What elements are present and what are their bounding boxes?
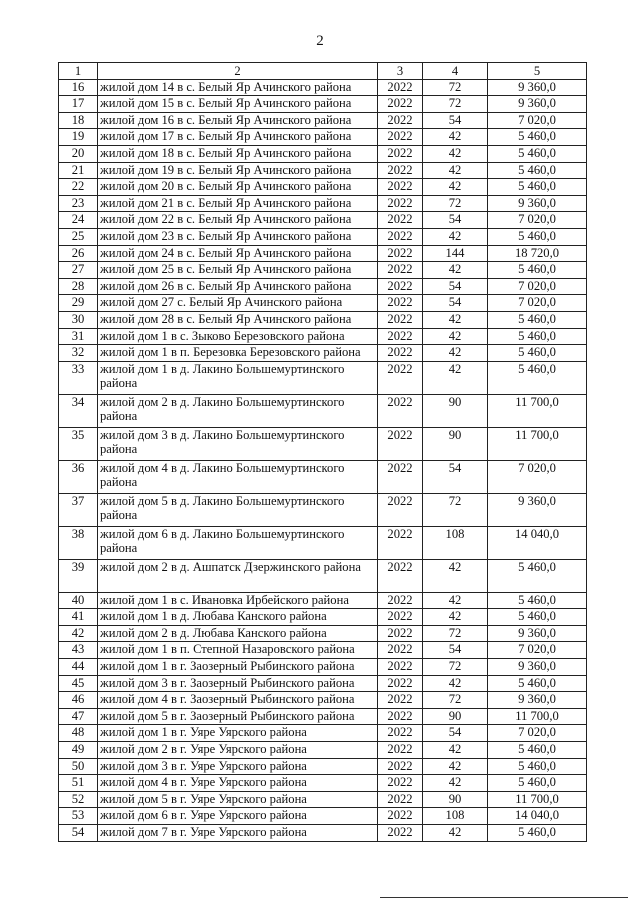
- row-cost: 9 360,0: [488, 692, 587, 709]
- row-number: 37: [59, 493, 98, 526]
- row-year: 2022: [378, 708, 423, 725]
- row-cost: 5 460,0: [488, 179, 587, 196]
- row-year: 2022: [378, 775, 423, 792]
- row-cost: 14 040,0: [488, 526, 587, 559]
- row-cost: 11 700,0: [488, 394, 587, 427]
- row-cost: 5 460,0: [488, 162, 587, 179]
- row-number: 38: [59, 526, 98, 559]
- row-year: 2022: [378, 808, 423, 825]
- row-cost: 9 360,0: [488, 96, 587, 113]
- table-row: [59, 245, 587, 262]
- row-year: 2022: [378, 129, 423, 146]
- row-year: 2022: [378, 791, 423, 808]
- row-area: 42: [423, 162, 488, 179]
- row-year: 2022: [378, 559, 423, 592]
- row-area: 72: [423, 692, 488, 709]
- row-area: 54: [423, 278, 488, 295]
- row-number: 46: [59, 692, 98, 709]
- row-number: 36: [59, 460, 98, 493]
- row-number: 50: [59, 758, 98, 775]
- table-row: [59, 228, 587, 245]
- row-object-name: жилой дом 14 в с. Белый Яр Ачинского района: [98, 79, 378, 96]
- table-row: [59, 278, 587, 295]
- row-area: 42: [423, 758, 488, 775]
- row-area: 108: [423, 808, 488, 825]
- row-cost: 5 460,0: [488, 129, 587, 146]
- row-cost: 9 360,0: [488, 195, 587, 212]
- row-year: 2022: [378, 592, 423, 609]
- row-cost: 5 460,0: [488, 675, 587, 692]
- row-object-name: жилой дом 4 в д. Лакино Большемуртинского района: [98, 460, 378, 493]
- row-number: 41: [59, 609, 98, 626]
- row-number: 26: [59, 245, 98, 262]
- row-area: 42: [423, 361, 488, 394]
- row-number: 25: [59, 228, 98, 245]
- row-object-name: жилой дом 2 в д. Ашпатск Дзержинского района: [98, 559, 378, 592]
- row-object-name: жилой дом 2 в д. Лакино Большемуртинского района: [98, 394, 378, 427]
- row-number: 40: [59, 592, 98, 609]
- row-year: 2022: [378, 96, 423, 113]
- row-year: 2022: [378, 228, 423, 245]
- row-number: 23: [59, 195, 98, 212]
- row-object-name: жилой дом 1 в с. Ивановка Ирбейского района: [98, 592, 378, 609]
- row-object-name: жилой дом 24 в с. Белый Яр Ачинского района: [98, 245, 378, 262]
- row-area: 108: [423, 526, 488, 559]
- row-object-name: жилой дом 1 в д. Любава Канского района: [98, 609, 378, 626]
- row-cost: 7 020,0: [488, 278, 587, 295]
- row-cost: 7 020,0: [488, 112, 587, 129]
- table-row: [59, 592, 587, 609]
- row-number: 49: [59, 742, 98, 759]
- row-number: 29: [59, 295, 98, 312]
- row-cost: 5 460,0: [488, 825, 587, 842]
- row-area: 42: [423, 129, 488, 146]
- row-cost: 5 460,0: [488, 559, 587, 592]
- table-row: [59, 311, 587, 328]
- row-object-name: жилой дом 5 в г. Уяре Уярского района: [98, 791, 378, 808]
- row-cost: 5 460,0: [488, 742, 587, 759]
- row-number: 34: [59, 394, 98, 427]
- row-object-name: жилой дом 1 в с. Зыково Березовского района: [98, 328, 378, 345]
- row-number: 47: [59, 708, 98, 725]
- table-row: [59, 179, 587, 196]
- row-number: 19: [59, 129, 98, 146]
- row-area: 42: [423, 592, 488, 609]
- row-area: 54: [423, 295, 488, 312]
- table-row: [59, 96, 587, 113]
- row-object-name: жилой дом 2 в г. Уяре Уярского района: [98, 742, 378, 759]
- row-number: 31: [59, 328, 98, 345]
- row-object-name: жилой дом 23 в с. Белый Яр Ачинского района: [98, 228, 378, 245]
- row-year: 2022: [378, 725, 423, 742]
- row-area: 42: [423, 609, 488, 626]
- table-row: [59, 460, 587, 493]
- row-object-name: жилой дом 6 в д. Лакино Большемуртинского района: [98, 526, 378, 559]
- table-row: [59, 493, 587, 526]
- table-row: [59, 808, 587, 825]
- row-cost: 5 460,0: [488, 592, 587, 609]
- row-year: 2022: [378, 278, 423, 295]
- row-area: 90: [423, 427, 488, 460]
- row-number: 43: [59, 642, 98, 659]
- row-number: 54: [59, 825, 98, 842]
- housing-table: [58, 62, 587, 842]
- table-row: [59, 742, 587, 759]
- table-row: [59, 675, 587, 692]
- row-cost: 9 360,0: [488, 79, 587, 96]
- row-number: 48: [59, 725, 98, 742]
- row-year: 2022: [378, 460, 423, 493]
- row-area: 42: [423, 742, 488, 759]
- row-number: 16: [59, 79, 98, 96]
- row-area: 42: [423, 328, 488, 345]
- row-object-name: жилой дом 27 с. Белый Яр Ачинского района: [98, 295, 378, 312]
- row-area: 144: [423, 245, 488, 262]
- row-year: 2022: [378, 212, 423, 229]
- row-area: 90: [423, 394, 488, 427]
- table-row: [59, 825, 587, 842]
- row-cost: 11 700,0: [488, 708, 587, 725]
- table-row: [59, 775, 587, 792]
- page-number: 2: [316, 33, 324, 49]
- row-cost: 5 460,0: [488, 361, 587, 394]
- table-row: [59, 195, 587, 212]
- row-area: 90: [423, 791, 488, 808]
- row-area: 72: [423, 625, 488, 642]
- row-year: 2022: [378, 162, 423, 179]
- row-object-name: жилой дом 17 в с. Белый Яр Ачинского района: [98, 129, 378, 146]
- row-cost: 5 460,0: [488, 262, 587, 279]
- row-year: 2022: [378, 145, 423, 162]
- row-area: 72: [423, 659, 488, 676]
- row-cost: 7 020,0: [488, 212, 587, 229]
- table-row: [59, 526, 587, 559]
- row-area: 42: [423, 311, 488, 328]
- row-cost: 7 020,0: [488, 460, 587, 493]
- table-row: [59, 427, 587, 460]
- row-area: 42: [423, 262, 488, 279]
- row-object-name: жилой дом 18 в с. Белый Яр Ачинского района: [98, 145, 378, 162]
- row-cost: 9 360,0: [488, 493, 587, 526]
- row-cost: 7 020,0: [488, 295, 587, 312]
- table-row: [59, 559, 587, 592]
- row-cost: 5 460,0: [488, 609, 587, 626]
- row-cost: 11 700,0: [488, 791, 587, 808]
- row-number: 27: [59, 262, 98, 279]
- table-row: [59, 212, 587, 229]
- row-area: 90: [423, 708, 488, 725]
- table-row: [59, 642, 587, 659]
- row-number: 32: [59, 345, 98, 362]
- row-object-name: жилой дом 15 в с. Белый Яр Ачинского района: [98, 96, 378, 113]
- row-year: 2022: [378, 427, 423, 460]
- table-row: [59, 625, 587, 642]
- row-year: 2022: [378, 262, 423, 279]
- row-object-name: жилой дом 25 в с. Белый Яр Ачинского района: [98, 262, 378, 279]
- row-object-name: жилой дом 4 в г. Уяре Уярского района: [98, 775, 378, 792]
- table-row: [59, 145, 587, 162]
- row-object-name: жилой дом 3 в д. Лакино Большемуртинского района: [98, 427, 378, 460]
- row-year: 2022: [378, 345, 423, 362]
- row-number: 18: [59, 112, 98, 129]
- row-number: 51: [59, 775, 98, 792]
- table-header-row: [59, 63, 587, 80]
- row-year: 2022: [378, 112, 423, 129]
- header-col-1: 1: [59, 63, 98, 80]
- header-col-3: 3: [378, 63, 423, 80]
- table-row: [59, 262, 587, 279]
- row-object-name: жилой дом 26 в с. Белый Яр Ачинского района: [98, 278, 378, 295]
- row-year: 2022: [378, 245, 423, 262]
- row-year: 2022: [378, 692, 423, 709]
- row-year: 2022: [378, 758, 423, 775]
- row-cost: 5 460,0: [488, 775, 587, 792]
- row-area: 42: [423, 345, 488, 362]
- header-col-4: 4: [423, 63, 488, 80]
- table-row: [59, 791, 587, 808]
- table-row: [59, 79, 587, 96]
- row-object-name: жилой дом 1 в п. Степной Назаровского района: [98, 642, 378, 659]
- row-area: 54: [423, 212, 488, 229]
- row-cost: 9 360,0: [488, 659, 587, 676]
- row-object-name: жилой дом 5 в г. Заозерный Рыбинского района: [98, 708, 378, 725]
- row-cost: 5 460,0: [488, 328, 587, 345]
- table-row: [59, 609, 587, 626]
- row-number: 42: [59, 625, 98, 642]
- header-col-2: 2: [98, 63, 378, 80]
- row-number: 21: [59, 162, 98, 179]
- row-number: 45: [59, 675, 98, 692]
- row-object-name: жилой дом 4 в г. Заозерный Рыбинского района: [98, 692, 378, 709]
- row-number: 28: [59, 278, 98, 295]
- table-row: [59, 129, 587, 146]
- table-row: [59, 328, 587, 345]
- row-year: 2022: [378, 825, 423, 842]
- footer-line: [380, 897, 628, 898]
- row-cost: 5 460,0: [488, 228, 587, 245]
- row-area: 54: [423, 642, 488, 659]
- table-row: [59, 345, 587, 362]
- row-cost: 5 460,0: [488, 311, 587, 328]
- row-object-name: жилой дом 1 в г. Уяре Уярского района: [98, 725, 378, 742]
- row-area: 42: [423, 179, 488, 196]
- row-year: 2022: [378, 328, 423, 345]
- row-object-name: жилой дом 5 в д. Лакино Большемуртинского района: [98, 493, 378, 526]
- row-object-name: жилой дом 20 в с. Белый Яр Ачинского района: [98, 179, 378, 196]
- row-year: 2022: [378, 742, 423, 759]
- row-object-name: жилой дом 19 в с. Белый Яр Ачинского района: [98, 162, 378, 179]
- table-row: [59, 361, 587, 394]
- row-cost: 5 460,0: [488, 758, 587, 775]
- row-object-name: жилой дом 21 в с. Белый Яр Ачинского района: [98, 195, 378, 212]
- row-area: 42: [423, 825, 488, 842]
- row-area: 72: [423, 79, 488, 96]
- row-year: 2022: [378, 295, 423, 312]
- row-number: 44: [59, 659, 98, 676]
- row-cost: 7 020,0: [488, 725, 587, 742]
- row-number: 35: [59, 427, 98, 460]
- row-object-name: жилой дом 2 в д. Любава Канского района: [98, 625, 378, 642]
- row-object-name: жилой дом 3 в г. Заозерный Рыбинского района: [98, 675, 378, 692]
- row-area: 42: [423, 145, 488, 162]
- row-area: 54: [423, 460, 488, 493]
- header-col-5: 5: [488, 63, 587, 80]
- row-number: 39: [59, 559, 98, 592]
- row-year: 2022: [378, 79, 423, 96]
- row-year: 2022: [378, 361, 423, 394]
- row-year: 2022: [378, 179, 423, 196]
- row-object-name: жилой дом 1 в п. Березовка Березовского района: [98, 345, 378, 362]
- row-area: 42: [423, 228, 488, 245]
- row-year: 2022: [378, 642, 423, 659]
- row-year: 2022: [378, 609, 423, 626]
- row-year: 2022: [378, 311, 423, 328]
- row-cost: 14 040,0: [488, 808, 587, 825]
- row-number: 30: [59, 311, 98, 328]
- table-row: [59, 725, 587, 742]
- row-area: 42: [423, 775, 488, 792]
- row-object-name: жилой дом 1 в д. Лакино Большемуртинского района: [98, 361, 378, 394]
- row-year: 2022: [378, 493, 423, 526]
- table-row: [59, 758, 587, 775]
- row-year: 2022: [378, 394, 423, 427]
- table-row: [59, 659, 587, 676]
- row-cost: 11 700,0: [488, 427, 587, 460]
- row-year: 2022: [378, 526, 423, 559]
- table-row: [59, 295, 587, 312]
- row-number: 52: [59, 791, 98, 808]
- row-cost: 5 460,0: [488, 145, 587, 162]
- row-object-name: жилой дом 28 в с. Белый Яр Ачинского района: [98, 311, 378, 328]
- row-object-name: жилой дом 6 в г. Уяре Уярского района: [98, 808, 378, 825]
- table-row: [59, 162, 587, 179]
- row-number: 33: [59, 361, 98, 394]
- row-object-name: жилой дом 7 в г. Уяре Уярского района: [98, 825, 378, 842]
- row-area: 42: [423, 675, 488, 692]
- table-row: [59, 112, 587, 129]
- table-row: [59, 692, 587, 709]
- row-year: 2022: [378, 625, 423, 642]
- row-object-name: жилой дом 16 в с. Белый Яр Ачинского района: [98, 112, 378, 129]
- row-number: 24: [59, 212, 98, 229]
- row-object-name: жилой дом 3 в г. Уяре Уярского района: [98, 758, 378, 775]
- table-row: [59, 394, 587, 427]
- row-cost: 7 020,0: [488, 642, 587, 659]
- row-number: 17: [59, 96, 98, 113]
- table-row: [59, 708, 587, 725]
- row-cost: 9 360,0: [488, 625, 587, 642]
- row-number: 22: [59, 179, 98, 196]
- row-number: 53: [59, 808, 98, 825]
- row-area: 54: [423, 112, 488, 129]
- row-area: 72: [423, 96, 488, 113]
- row-area: 72: [423, 195, 488, 212]
- row-year: 2022: [378, 195, 423, 212]
- row-area: 42: [423, 559, 488, 592]
- row-object-name: жилой дом 22 в с. Белый Яр Ачинского района: [98, 212, 378, 229]
- row-area: 54: [423, 725, 488, 742]
- row-cost: 18 720,0: [488, 245, 587, 262]
- row-year: 2022: [378, 659, 423, 676]
- row-number: 20: [59, 145, 98, 162]
- row-cost: 5 460,0: [488, 345, 587, 362]
- row-area: 72: [423, 493, 488, 526]
- row-year: 2022: [378, 675, 423, 692]
- row-object-name: жилой дом 1 в г. Заозерный Рыбинского района: [98, 659, 378, 676]
